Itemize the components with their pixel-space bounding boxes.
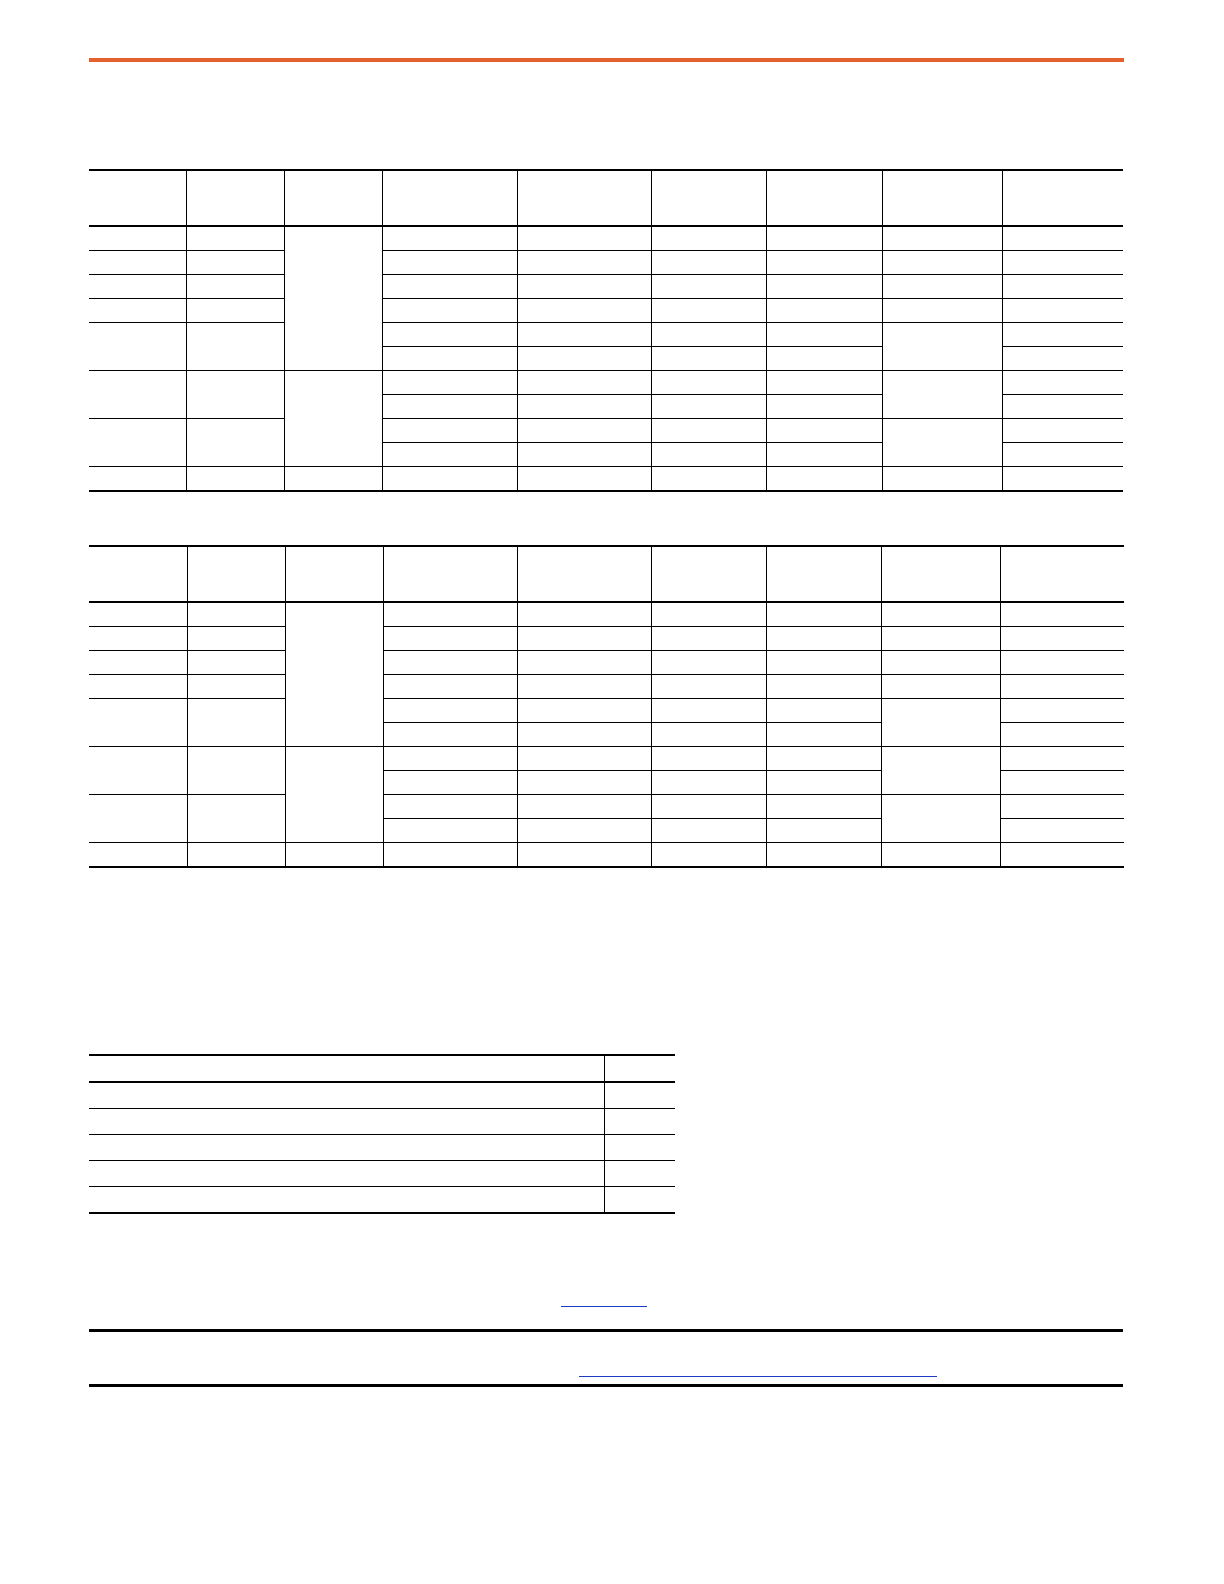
table-row bbox=[89, 843, 1124, 868]
table-row bbox=[89, 675, 1124, 699]
data-table-2 bbox=[89, 545, 1124, 868]
table-row bbox=[89, 323, 1123, 347]
table-row bbox=[89, 251, 1123, 275]
hyperlink-underline[interactable] bbox=[561, 1306, 647, 1307]
table-row bbox=[89, 651, 1124, 675]
hyperlink-underline[interactable] bbox=[579, 1376, 937, 1377]
table-row bbox=[89, 1109, 675, 1135]
table-header-row bbox=[89, 170, 1123, 226]
table-header-row bbox=[89, 546, 1124, 602]
table-header-row bbox=[89, 1055, 675, 1082]
table-row bbox=[89, 467, 1123, 492]
table-row bbox=[89, 371, 1123, 395]
table-row bbox=[89, 602, 1124, 627]
table-row bbox=[89, 627, 1124, 651]
table-row bbox=[89, 747, 1124, 771]
data-table-3 bbox=[89, 1054, 675, 1214]
table-row bbox=[89, 275, 1123, 299]
table-row bbox=[89, 1082, 675, 1109]
note-top-rule bbox=[89, 1329, 1123, 1332]
header-accent-rule bbox=[89, 58, 1124, 62]
table-row bbox=[89, 226, 1123, 251]
table-row bbox=[89, 299, 1123, 323]
note-bottom-rule bbox=[89, 1384, 1123, 1387]
table-row bbox=[89, 1161, 675, 1187]
table-row bbox=[89, 1135, 675, 1161]
data-table-1 bbox=[89, 169, 1123, 492]
table-row bbox=[89, 1187, 675, 1214]
table-row bbox=[89, 795, 1124, 819]
table-row bbox=[89, 419, 1123, 443]
table-row bbox=[89, 699, 1124, 723]
